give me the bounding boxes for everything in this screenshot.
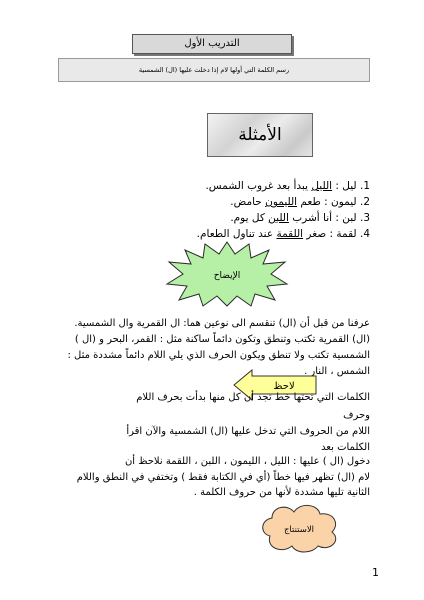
body-line: الشمسية تكتب ولا تنطق ويكون الحرف الذي يلي اللام دائماً مشددة مثل :: [67, 350, 370, 361]
body-line: (ال) القمرية تكتب وتنطق وتكون دائماً ساكنة مثل : القمر، البحر و (ال ): [74, 334, 370, 345]
body-line: وحرف: [343, 410, 370, 421]
example-underlined-word: الليل: [311, 180, 333, 192]
example-rest: كل يوم.: [230, 212, 265, 224]
conclusion-cloud: [256, 500, 342, 554]
example-number: 1.: [359, 180, 370, 192]
example-lead: لبن : أنا أشرب: [292, 212, 357, 224]
example-item: [197, 228, 370, 240]
body-line: الثانية تليها مشددة لأنها من حروف الكلمة .: [193, 487, 370, 498]
example-underlined-word: اللبن: [268, 212, 289, 224]
example-rest: حامض.: [230, 196, 262, 208]
example-item: [230, 196, 370, 208]
body-line: اللام من الحروف التي تدخل عليها (ال) الشمسية والآن اقرأ: [126, 426, 370, 437]
notice-label: لاحظ: [273, 381, 295, 392]
example-number: 2.: [359, 196, 370, 208]
example-lead: ليمون : طعم: [300, 196, 357, 208]
body-line: الكلمات التي تحتها خط تجد أن كل منها بدأت بحرف اللام: [136, 392, 370, 403]
body-line: لام (ال) تظهر فيها خطاً (أي في الكتابة فقط ) وتختفي في النطق واللام: [76, 472, 370, 483]
explanation-starburst: [165, 240, 289, 308]
example-item: [205, 180, 370, 192]
example-number: 3.: [359, 212, 370, 224]
example-lead: لقمة : صغر: [306, 228, 357, 240]
example-rest: يبدأ بعد غروب الشمس.: [205, 180, 309, 192]
body-line: الكلمات بعد: [321, 442, 370, 453]
body-line: عرفنا من قبل أن (ال) تنقسم الى نوعين هما: ال القمرية وال الشمسية.: [74, 318, 370, 329]
page-number: 1: [372, 566, 379, 579]
body-line: دخول (ال ) عليها : الليل ، الليمون ، اللبن ، اللقمة نلاحظ أن: [124, 456, 370, 467]
example-underlined-word: الليمون: [265, 196, 298, 208]
example-rest: عند تناول الطعام.: [196, 228, 274, 240]
example-number: 4.: [359, 228, 370, 240]
lesson-subtitle: رسم الكلمة التي أولها لام إذا دخلت عليها (ال) الشمسية: [58, 58, 370, 82]
example-item: [230, 212, 370, 224]
example-underlined-word: اللقمة: [276, 228, 304, 240]
body-line: الشمس ، النار .: [304, 366, 370, 377]
explanation-label: الإيضاح: [213, 271, 241, 281]
conclusion-label: الاستنتاج: [283, 525, 315, 535]
page-title: التدريب الأول: [132, 34, 292, 54]
examples-heading: الأمثلة: [207, 113, 313, 157]
example-lead: ليل :: [335, 180, 357, 192]
